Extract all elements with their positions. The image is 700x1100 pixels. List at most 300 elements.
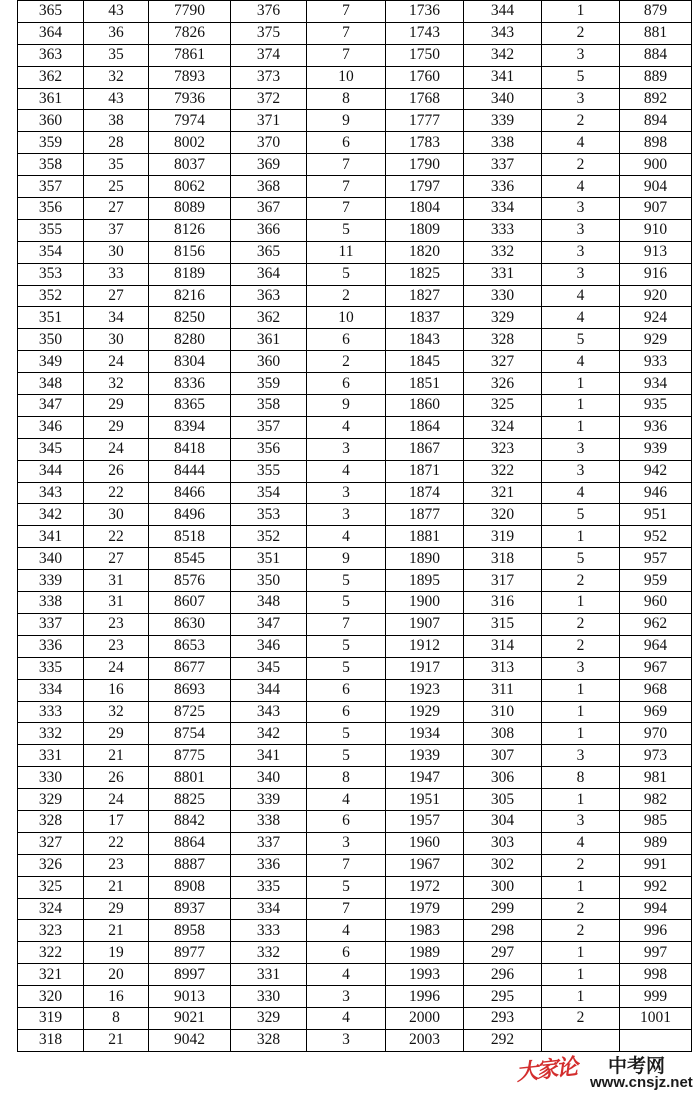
table-cell: 349 bbox=[18, 351, 84, 373]
table-cell: 330 bbox=[18, 767, 84, 789]
table-cell: 1917 bbox=[386, 657, 464, 679]
table-row bbox=[18, 854, 692, 876]
table-cell: 332 bbox=[231, 942, 307, 964]
table-cell: 8754 bbox=[149, 723, 231, 745]
table-cell: 952 bbox=[620, 526, 692, 548]
table-row bbox=[18, 154, 692, 176]
table-cell: 26 bbox=[84, 767, 149, 789]
table-cell: 33 bbox=[84, 263, 149, 285]
table-cell: 333 bbox=[18, 701, 84, 723]
table-cell: 352 bbox=[18, 285, 84, 307]
table-cell: 338 bbox=[18, 592, 84, 614]
table-cell: 364 bbox=[18, 22, 84, 44]
table-cell: 8444 bbox=[149, 460, 231, 482]
table-cell: 324 bbox=[18, 898, 84, 920]
table-row bbox=[18, 351, 692, 373]
table-cell: 295 bbox=[464, 986, 542, 1008]
table-row bbox=[18, 263, 692, 285]
table-cell: 5 bbox=[307, 570, 386, 592]
table-cell: 341 bbox=[464, 66, 542, 88]
table-cell: 9 bbox=[307, 110, 386, 132]
table-cell: 315 bbox=[464, 613, 542, 635]
table-cell: 997 bbox=[620, 942, 692, 964]
table-cell: 1 bbox=[542, 416, 620, 438]
table-cell: 898 bbox=[620, 132, 692, 154]
table-cell: 17 bbox=[84, 810, 149, 832]
table-cell: 1900 bbox=[386, 592, 464, 614]
table-cell: 8653 bbox=[149, 635, 231, 657]
table-cell: 8 bbox=[307, 767, 386, 789]
table-cell: 346 bbox=[18, 416, 84, 438]
table-cell: 24 bbox=[84, 438, 149, 460]
table-cell: 302 bbox=[464, 854, 542, 876]
table-row bbox=[18, 942, 692, 964]
table-cell: 24 bbox=[84, 657, 149, 679]
table-cell: 360 bbox=[231, 351, 307, 373]
table-cell: 924 bbox=[620, 307, 692, 329]
table-cell: 330 bbox=[231, 986, 307, 1008]
table-cell: 334 bbox=[231, 898, 307, 920]
table-cell: 3 bbox=[542, 810, 620, 832]
table-cell: 359 bbox=[231, 373, 307, 395]
table-cell: 362 bbox=[231, 307, 307, 329]
table-cell: 934 bbox=[620, 373, 692, 395]
table-cell: 326 bbox=[464, 373, 542, 395]
table-cell: 23 bbox=[84, 613, 149, 635]
table-cell: 27 bbox=[84, 285, 149, 307]
table-cell: 375 bbox=[231, 22, 307, 44]
table-cell: 1860 bbox=[386, 395, 464, 417]
table-cell: 336 bbox=[231, 854, 307, 876]
table-cell: 884 bbox=[620, 44, 692, 66]
table-row bbox=[18, 745, 692, 767]
table-cell: 339 bbox=[231, 789, 307, 811]
table-cell: 25 bbox=[84, 176, 149, 198]
table-cell: 907 bbox=[620, 198, 692, 220]
table-cell: 916 bbox=[620, 263, 692, 285]
table-cell: 6 bbox=[307, 373, 386, 395]
table-cell: 38 bbox=[84, 110, 149, 132]
table-row bbox=[18, 635, 692, 657]
table-cell: 946 bbox=[620, 482, 692, 504]
table-row bbox=[18, 920, 692, 942]
table-cell: 1777 bbox=[386, 110, 464, 132]
table-cell: 7893 bbox=[149, 66, 231, 88]
table-cell: 5 bbox=[542, 66, 620, 88]
table-cell: 361 bbox=[231, 329, 307, 351]
table-cell: 6 bbox=[307, 679, 386, 701]
table-cell: 371 bbox=[231, 110, 307, 132]
table-cell: 8725 bbox=[149, 701, 231, 723]
table-cell: 364 bbox=[231, 263, 307, 285]
table-cell: 8607 bbox=[149, 592, 231, 614]
table-cell: 962 bbox=[620, 613, 692, 635]
table-cell: 313 bbox=[464, 657, 542, 679]
table-cell: 357 bbox=[18, 176, 84, 198]
table-cell: 22 bbox=[84, 482, 149, 504]
table-cell: 3 bbox=[307, 482, 386, 504]
table-cell: 328 bbox=[231, 1029, 307, 1051]
table-row bbox=[18, 679, 692, 701]
table-cell: 991 bbox=[620, 854, 692, 876]
table-cell: 1797 bbox=[386, 176, 464, 198]
table-cell: 1809 bbox=[386, 219, 464, 241]
table-cell: 1750 bbox=[386, 44, 464, 66]
table-cell: 306 bbox=[464, 767, 542, 789]
watermark-logo: 大家论 bbox=[514, 1053, 578, 1087]
table-cell: 341 bbox=[231, 745, 307, 767]
table-cell: 303 bbox=[464, 832, 542, 854]
table-cell: 29 bbox=[84, 416, 149, 438]
table-cell: 1768 bbox=[386, 88, 464, 110]
table-cell: 936 bbox=[620, 416, 692, 438]
table-cell: 351 bbox=[231, 548, 307, 570]
table-cell: 5 bbox=[307, 592, 386, 614]
table-cell: 8250 bbox=[149, 307, 231, 329]
table-row bbox=[18, 592, 692, 614]
table-cell: 2 bbox=[542, 1007, 620, 1029]
table-cell: 331 bbox=[464, 263, 542, 285]
table-row bbox=[18, 767, 692, 789]
table-cell: 1957 bbox=[386, 810, 464, 832]
table-cell: 367 bbox=[231, 198, 307, 220]
table-cell: 327 bbox=[464, 351, 542, 373]
table-cell: 989 bbox=[620, 832, 692, 854]
table-cell: 7826 bbox=[149, 22, 231, 44]
table-cell: 10 bbox=[307, 66, 386, 88]
table-cell: 7 bbox=[307, 22, 386, 44]
table-cell: 8466 bbox=[149, 482, 231, 504]
table-row bbox=[18, 438, 692, 460]
table-cell: 7974 bbox=[149, 110, 231, 132]
table-cell: 342 bbox=[231, 723, 307, 745]
table-cell: 1939 bbox=[386, 745, 464, 767]
table-cell: 353 bbox=[231, 504, 307, 526]
table-cell: 37 bbox=[84, 219, 149, 241]
table-cell: 319 bbox=[464, 526, 542, 548]
table-cell: 35 bbox=[84, 44, 149, 66]
table-cell: 337 bbox=[18, 613, 84, 635]
table-cell: 2 bbox=[542, 854, 620, 876]
table-cell: 992 bbox=[620, 876, 692, 898]
table-cell: 4 bbox=[542, 132, 620, 154]
table-cell: 323 bbox=[464, 438, 542, 460]
table-row bbox=[18, 44, 692, 66]
table-cell: 8394 bbox=[149, 416, 231, 438]
table-cell: 3 bbox=[542, 44, 620, 66]
table-cell: 4 bbox=[542, 307, 620, 329]
table-cell: 358 bbox=[18, 154, 84, 176]
table-cell: 347 bbox=[18, 395, 84, 417]
table-cell: 5 bbox=[542, 329, 620, 351]
table-cell: 344 bbox=[231, 679, 307, 701]
table-cell: 894 bbox=[620, 110, 692, 132]
table-cell: 344 bbox=[464, 1, 542, 23]
table-cell: 335 bbox=[18, 657, 84, 679]
table-cell: 332 bbox=[464, 241, 542, 263]
table-cell: 331 bbox=[231, 964, 307, 986]
table-cell: 957 bbox=[620, 548, 692, 570]
table-cell: 1923 bbox=[386, 679, 464, 701]
table-cell: 342 bbox=[464, 44, 542, 66]
table-cell: 16 bbox=[84, 679, 149, 701]
table-cell: 10 bbox=[307, 307, 386, 329]
table-cell: 2 bbox=[542, 920, 620, 942]
table-cell: 913 bbox=[620, 241, 692, 263]
table-cell: 23 bbox=[84, 635, 149, 657]
table-cell: 308 bbox=[464, 723, 542, 745]
table-cell: 29 bbox=[84, 898, 149, 920]
table-cell: 8280 bbox=[149, 329, 231, 351]
table-cell: 1 bbox=[542, 395, 620, 417]
table-cell: 8037 bbox=[149, 154, 231, 176]
table-row bbox=[18, 789, 692, 811]
table-row bbox=[18, 66, 692, 88]
table-row bbox=[18, 876, 692, 898]
table-cell: 981 bbox=[620, 767, 692, 789]
table-cell: 8997 bbox=[149, 964, 231, 986]
table-cell: 1972 bbox=[386, 876, 464, 898]
table-cell: 4 bbox=[542, 482, 620, 504]
table-cell: 7 bbox=[307, 1, 386, 23]
table-cell: 1790 bbox=[386, 154, 464, 176]
table-cell: 8189 bbox=[149, 263, 231, 285]
table-cell: 1 bbox=[542, 701, 620, 723]
table-cell: 322 bbox=[464, 460, 542, 482]
table-cell: 1 bbox=[542, 592, 620, 614]
table-cell: 328 bbox=[464, 329, 542, 351]
table-cell: 1843 bbox=[386, 329, 464, 351]
table-cell: 330 bbox=[464, 285, 542, 307]
table-cell: 8 bbox=[307, 88, 386, 110]
table-cell: 4 bbox=[542, 285, 620, 307]
table-cell: 361 bbox=[18, 88, 84, 110]
table-cell: 1907 bbox=[386, 613, 464, 635]
table-cell: 322 bbox=[18, 942, 84, 964]
table-cell: 30 bbox=[84, 504, 149, 526]
table-cell: 8545 bbox=[149, 548, 231, 570]
table-cell: 2 bbox=[542, 570, 620, 592]
table-row bbox=[18, 482, 692, 504]
table-cell: 7 bbox=[307, 854, 386, 876]
table-row bbox=[18, 219, 692, 241]
table-cell: 321 bbox=[18, 964, 84, 986]
table-cell: 1845 bbox=[386, 351, 464, 373]
table-cell: 304 bbox=[464, 810, 542, 832]
score-table-container bbox=[17, 0, 691, 1052]
table-row bbox=[18, 132, 692, 154]
table-cell: 8693 bbox=[149, 679, 231, 701]
table-cell: 5 bbox=[307, 657, 386, 679]
table-cell: 8801 bbox=[149, 767, 231, 789]
table-cell: 354 bbox=[18, 241, 84, 263]
table-cell: 1783 bbox=[386, 132, 464, 154]
table-cell: 345 bbox=[231, 657, 307, 679]
table-cell: 1874 bbox=[386, 482, 464, 504]
table-cell: 8062 bbox=[149, 176, 231, 198]
table-cell: 2 bbox=[542, 154, 620, 176]
table-cell: 2 bbox=[307, 285, 386, 307]
table-cell: 7861 bbox=[149, 44, 231, 66]
table-cell: 8977 bbox=[149, 942, 231, 964]
table-cell: 7 bbox=[307, 198, 386, 220]
watermark-url: www.cnsjz.net bbox=[590, 1074, 693, 1091]
table-cell: 305 bbox=[464, 789, 542, 811]
table-cell: 9013 bbox=[149, 986, 231, 1008]
table-cell: 296 bbox=[464, 964, 542, 986]
table-cell: 1967 bbox=[386, 854, 464, 876]
table-cell: 3 bbox=[542, 241, 620, 263]
table-cell: 344 bbox=[18, 460, 84, 482]
table-cell: 370 bbox=[231, 132, 307, 154]
table-cell: 2 bbox=[542, 613, 620, 635]
table-cell: 994 bbox=[620, 898, 692, 920]
table-cell: 1983 bbox=[386, 920, 464, 942]
table-cell: 339 bbox=[18, 570, 84, 592]
table-cell: 3 bbox=[307, 438, 386, 460]
table-cell: 1996 bbox=[386, 986, 464, 1008]
table-row bbox=[18, 548, 692, 570]
table-cell: 8937 bbox=[149, 898, 231, 920]
table-cell: 4 bbox=[307, 1007, 386, 1029]
table-cell: 350 bbox=[18, 329, 84, 351]
table-cell: 8365 bbox=[149, 395, 231, 417]
table-cell: 347 bbox=[231, 613, 307, 635]
table-cell: 358 bbox=[231, 395, 307, 417]
table-cell: 1979 bbox=[386, 898, 464, 920]
table-cell: 342 bbox=[18, 504, 84, 526]
table-cell: 7790 bbox=[149, 1, 231, 23]
table-cell: 3 bbox=[542, 745, 620, 767]
table-cell: 9042 bbox=[149, 1029, 231, 1051]
table-cell: 2 bbox=[542, 22, 620, 44]
table-cell: 23 bbox=[84, 854, 149, 876]
table-cell: 1736 bbox=[386, 1, 464, 23]
table-cell: 1837 bbox=[386, 307, 464, 329]
table-cell: 336 bbox=[18, 635, 84, 657]
table-cell: 20 bbox=[84, 964, 149, 986]
table-cell: 11 bbox=[307, 241, 386, 263]
table-cell: 970 bbox=[620, 723, 692, 745]
table-cell: 297 bbox=[464, 942, 542, 964]
table-cell: 333 bbox=[231, 920, 307, 942]
table-row bbox=[18, 1029, 692, 1051]
table-cell: 1 bbox=[542, 876, 620, 898]
table-cell: 985 bbox=[620, 810, 692, 832]
table-cell: 292 bbox=[464, 1029, 542, 1051]
table-cell: 7 bbox=[307, 44, 386, 66]
table-cell: 350 bbox=[231, 570, 307, 592]
table-cell: 1 bbox=[542, 986, 620, 1008]
table-cell: 935 bbox=[620, 395, 692, 417]
table-cell: 348 bbox=[231, 592, 307, 614]
table-cell: 7 bbox=[307, 176, 386, 198]
table-cell: 21 bbox=[84, 876, 149, 898]
table-cell: 8842 bbox=[149, 810, 231, 832]
table-cell: 3 bbox=[542, 219, 620, 241]
table-cell: 24 bbox=[84, 789, 149, 811]
table-cell: 3 bbox=[542, 263, 620, 285]
table-cell: 8216 bbox=[149, 285, 231, 307]
table-cell: 4 bbox=[307, 416, 386, 438]
table-cell: 939 bbox=[620, 438, 692, 460]
table-cell: 324 bbox=[464, 416, 542, 438]
table-cell: 316 bbox=[464, 592, 542, 614]
table-cell: 345 bbox=[18, 438, 84, 460]
table-cell: 30 bbox=[84, 329, 149, 351]
table-cell: 982 bbox=[620, 789, 692, 811]
table-cell: 343 bbox=[464, 22, 542, 44]
table-cell: 24 bbox=[84, 351, 149, 373]
table-row bbox=[18, 526, 692, 548]
table-cell: 9 bbox=[307, 548, 386, 570]
table-cell: 368 bbox=[231, 176, 307, 198]
table-cell: 6 bbox=[307, 701, 386, 723]
table-body bbox=[18, 1, 692, 1052]
table-cell: 365 bbox=[231, 241, 307, 263]
table-cell: 4 bbox=[542, 832, 620, 854]
table-row bbox=[18, 964, 692, 986]
table-row bbox=[18, 898, 692, 920]
table-cell: 340 bbox=[464, 88, 542, 110]
table-cell: 346 bbox=[231, 635, 307, 657]
table-cell: 4 bbox=[307, 920, 386, 942]
table-cell: 8576 bbox=[149, 570, 231, 592]
table-cell: 959 bbox=[620, 570, 692, 592]
table-cell: 960 bbox=[620, 592, 692, 614]
table-row bbox=[18, 198, 692, 220]
table-cell: 329 bbox=[18, 789, 84, 811]
table-cell: 1 bbox=[542, 723, 620, 745]
table-cell: 969 bbox=[620, 701, 692, 723]
table-cell: 8002 bbox=[149, 132, 231, 154]
table-cell: 329 bbox=[231, 1007, 307, 1029]
table-cell: 348 bbox=[18, 373, 84, 395]
watermark-site-name: 中考网 bbox=[608, 1055, 666, 1077]
table-cell: 4 bbox=[307, 526, 386, 548]
table-cell: 34 bbox=[84, 307, 149, 329]
table-cell: 32 bbox=[84, 701, 149, 723]
table-cell: 337 bbox=[464, 154, 542, 176]
table-cell: 8156 bbox=[149, 241, 231, 263]
table-cell: 904 bbox=[620, 176, 692, 198]
table-cell: 1993 bbox=[386, 964, 464, 986]
table-cell: 4 bbox=[542, 351, 620, 373]
table-cell: 318 bbox=[18, 1029, 84, 1051]
table-cell: 4 bbox=[307, 789, 386, 811]
table-cell: 5 bbox=[307, 263, 386, 285]
table-cell: 365 bbox=[18, 1, 84, 23]
table-cell: 2003 bbox=[386, 1029, 464, 1051]
table-cell: 5 bbox=[307, 723, 386, 745]
table-cell: 333 bbox=[464, 219, 542, 241]
table-cell: 8089 bbox=[149, 198, 231, 220]
table-row bbox=[18, 570, 692, 592]
table-cell: 7 bbox=[307, 613, 386, 635]
table-cell: 327 bbox=[18, 832, 84, 854]
table-cell: 351 bbox=[18, 307, 84, 329]
table-cell: 326 bbox=[18, 854, 84, 876]
table-row bbox=[18, 395, 692, 417]
table-cell: 21 bbox=[84, 920, 149, 942]
table-cell: 307 bbox=[464, 745, 542, 767]
table-cell: 9 bbox=[307, 395, 386, 417]
table-cell: 5 bbox=[307, 635, 386, 657]
table-cell: 3 bbox=[542, 88, 620, 110]
table-cell: 328 bbox=[18, 810, 84, 832]
table-cell: 343 bbox=[231, 701, 307, 723]
table-cell: 900 bbox=[620, 154, 692, 176]
